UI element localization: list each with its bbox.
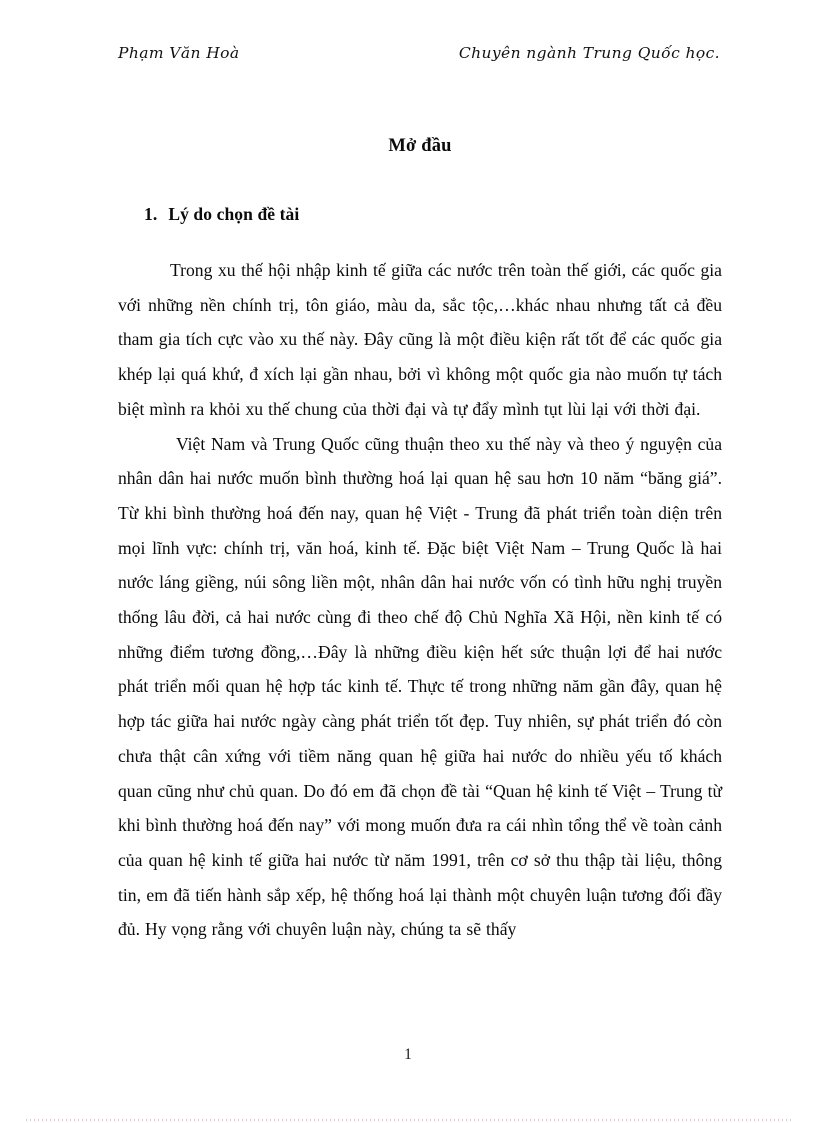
scan-edge-artifact <box>26 1119 792 1121</box>
running-header-department: Chuyên ngành Trung Quốc học. <box>458 44 720 62</box>
running-header <box>118 44 720 70</box>
page-number: 1 <box>404 1046 412 1063</box>
section-number: 1. <box>144 204 158 224</box>
section-heading <box>118 157 722 225</box>
section-label: Lý do chọn đề tài <box>168 204 300 224</box>
paragraph-2: Việt Nam và Trung Quốc cũng thuận theo xu thế này và theo ý nguyện của nhân dân hai nước muốn bình thường hoá lại quan hệ sau hơn 10 năm “băng giá”. Từ khi bình thường hoá đến nay, quan hệ Việt - Trung đã phát triển toàn diện trên mọi lĩnh vực: chính trị, văn hoá, kinh tế. Đặc biệt Việt Nam – Trung Quốc là hai nước láng giềng, núi sông liền một, nhân dân hai nước vốn có tình hữu nghị truyền thống lâu đời, cả hai nước cùng đi theo chế độ Chủ Nghĩa Xã Hội, nền kinh tế có những điểm tương đồng,…Đây là những điều kiện hết sức thuận lợi để hai nước phát triển mối quan hệ hợp tác kinh tế. Thực tế trong những năm gần đây, quan hệ hợp tác giữa hai nước ngày càng phát triển tốt đẹp. Tuy nhiên, sự phát triển đó còn chưa thật cân xứng với tiềm năng quan hệ giữa hai nước do nhiều yếu tố khách quan cũng như chủ quan. Do đó em đã chọn đề tài “Quan hệ kinh tế Việt – Trung từ khi bình thường hoá đến nay” với mong muốn đưa ra cái nhìn tổng thể về toàn cảnh của quan hệ kinh tế giữa hai nước từ năm 1991, trên cơ sở thu thập tài liệu, thông tin, em đã tiến hành sắp xếp, hệ thống hoá lại thành một chuyên luận tương đối đầy đủ. Hy vọng rằng với chuyên luận này, chúng ta sẽ thấy <box>118 433 722 940</box>
paragraph-1: Trong xu thế hội nhập kinh tế giữa các nước trên toàn thế giới, các quốc gia với những nền chính trị, tôn giáo, màu da, sắc tộc,…khác nhau nhưng tất cả đều tham gia tích cực vào xu thế này. Đây cũng là một điều kiện rất tốt để các quốc gia khép lại quá khứ, đ xích lại gần nhau, bởi vì không một quốc gia nào muốn tự tách biệt mình ra khỏi xu thế chung của thời đại và tự đẩy mình tụt lùi lại với thời đại. <box>118 260 722 419</box>
running-header-author: Phạm Văn Hoà <box>118 44 240 62</box>
document-body <box>118 120 722 947</box>
page-title: Mở đầu <box>388 136 452 156</box>
